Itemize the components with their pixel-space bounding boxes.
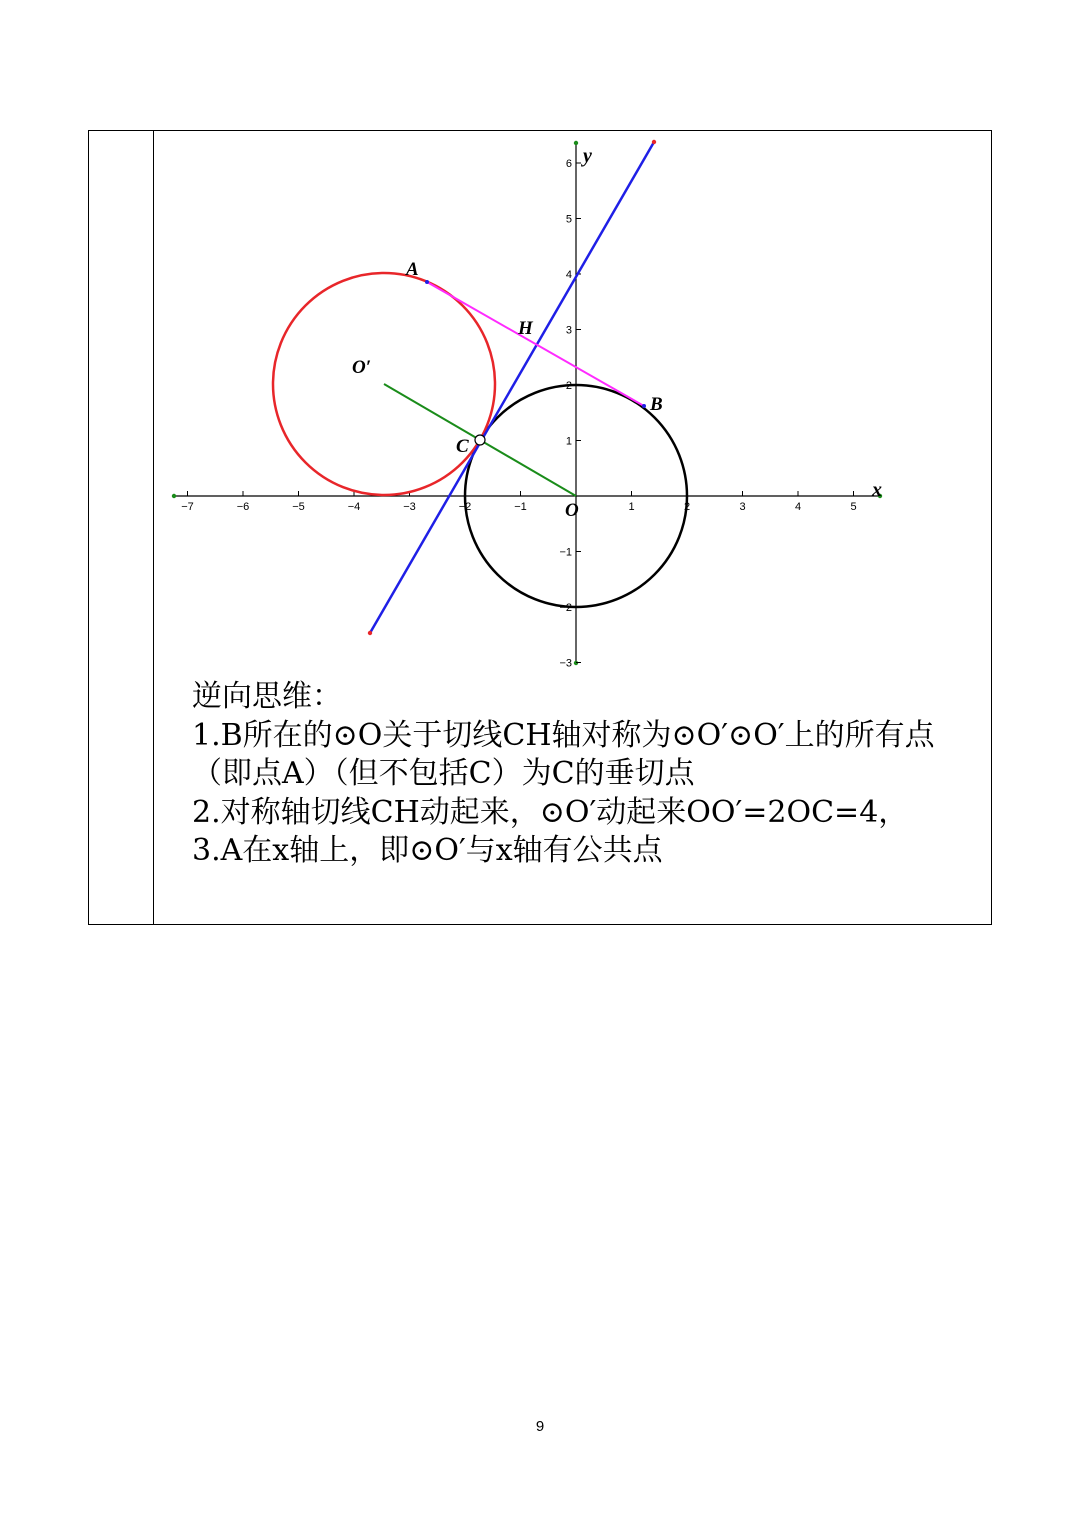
- point-b: [642, 404, 646, 408]
- point-a: [425, 280, 429, 284]
- label-x-axis: x: [872, 479, 882, 501]
- page-number: 9: [535, 1418, 545, 1435]
- notes-line-3: 2.对称轴切线CH动起来，⊙O′动起来OO′=2OC=4，: [192, 794, 909, 830]
- x-tick-label: −6: [236, 501, 250, 513]
- y-tick-label: 3: [565, 324, 572, 337]
- label-h: H: [518, 318, 533, 339]
- x-tick-label: −2: [458, 501, 472, 513]
- x-tick-label: −1: [514, 501, 527, 513]
- point-c: [475, 435, 485, 445]
- y-tick-label: 1: [565, 435, 572, 448]
- y-tick-label: −3: [559, 657, 572, 670]
- y-tick-label: 6: [565, 158, 572, 170]
- y-tick-label: 5: [565, 213, 572, 226]
- label-origin: O: [565, 500, 579, 521]
- x-tick-label: 3: [739, 501, 746, 513]
- notes-line-2: （即点A）（但不包括C）为C的垂切点: [192, 756, 695, 791]
- y-tick-label: 4: [565, 269, 572, 281]
- label-b: B: [650, 394, 663, 415]
- x-tick-label: 1: [628, 501, 635, 513]
- axis-ticks: [181, 158, 856, 670]
- label-o-prime: O′: [352, 357, 372, 378]
- x-tick-label: 2: [683, 501, 691, 513]
- notes-line-1: 1.B所在的⊙O关于切线CH轴对称为⊙O′⊙O′上的所有点: [192, 717, 935, 753]
- notes-line-4: 3.A在x轴上，即⊙O′与x轴有公共点: [192, 833, 663, 868]
- x-tick-label: 4: [794, 501, 802, 513]
- geometry-figure: [0, 0, 1080, 680]
- segment-ab: [427, 282, 644, 406]
- x-tick-label: −7: [181, 501, 194, 513]
- notes-text: [192, 678, 992, 871]
- label-a: A: [406, 259, 419, 280]
- endpoint-top: [652, 140, 656, 144]
- y-tick-label: −1: [559, 546, 572, 559]
- label-c: C: [456, 436, 469, 457]
- x-tick-label: −5: [292, 501, 305, 513]
- x-axis: [172, 494, 882, 498]
- y-tick-label: 2: [565, 380, 572, 392]
- notes-title: 逆向思维：: [192, 679, 342, 714]
- x-tick-label: 5: [850, 501, 857, 513]
- y-axis: [574, 141, 578, 665]
- label-y-axis: y: [583, 145, 592, 167]
- y-tick-label: −2: [559, 602, 572, 614]
- x-tick-label: −4: [347, 501, 361, 513]
- endpoint-bottom: [368, 631, 372, 635]
- x-tick-label: −3: [403, 501, 416, 513]
